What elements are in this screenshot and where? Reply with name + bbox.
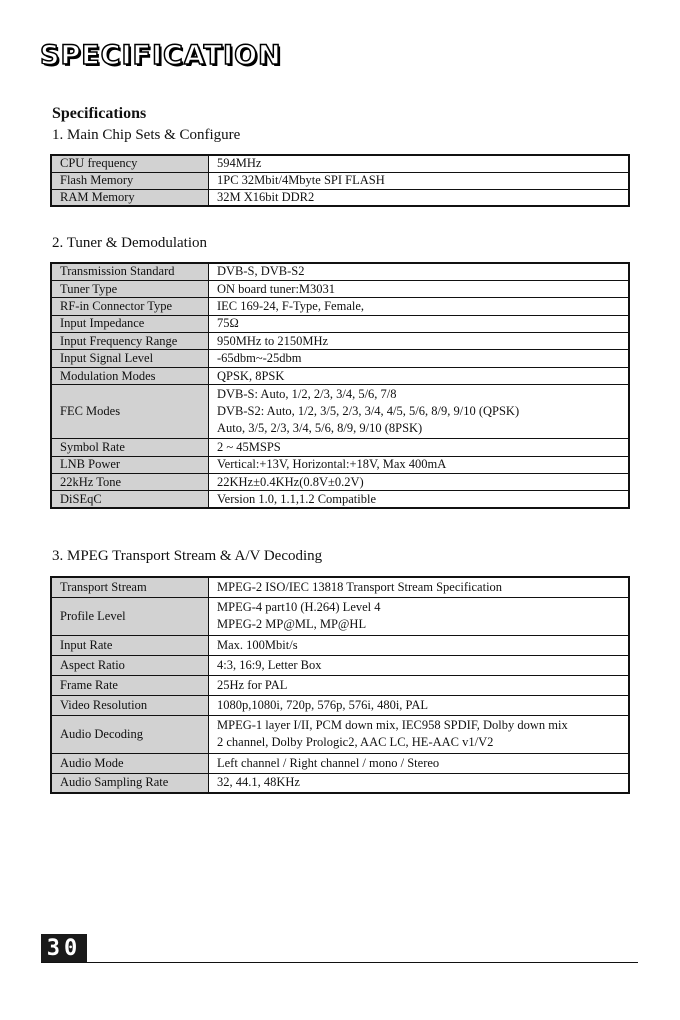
row-value-line: DVB-S: Auto, 1/2, 2/3, 3/4, 5/6, 7/8	[217, 387, 397, 402]
row-label: Modulation Modes	[51, 367, 209, 384]
table-row	[51, 263, 629, 280]
row-label: RAM Memory	[51, 189, 209, 206]
spec-table-tuner	[50, 262, 630, 509]
table-row	[51, 315, 629, 332]
row-value-line: Left channel / Right channel / mono / Stereo	[217, 755, 440, 770]
row-value	[209, 280, 630, 297]
row-value-line: MPEG-2 MP@ML, MP@HL	[217, 617, 367, 631]
table-row	[51, 655, 629, 675]
table-row	[51, 333, 629, 350]
row-label: Input Frequency Range	[51, 333, 209, 350]
row-label: Symbol Rate	[51, 439, 209, 456]
section-title-tuner: 2. Tuner & Demodulation	[52, 235, 208, 251]
row-value-line: 4:3, 16:9, Letter Box	[217, 657, 322, 672]
table-row	[51, 675, 629, 695]
row-value-line: QPSK, 8PSK	[217, 368, 285, 383]
spec-table-main-chip	[50, 154, 630, 207]
specifications-title: Specifications	[52, 105, 147, 122]
row-label: Frame Rate	[51, 675, 209, 695]
row-value-line: IEC 169-24, F-Type, Female,	[217, 298, 365, 313]
row-value	[209, 675, 630, 695]
row-value	[209, 695, 630, 715]
row-label: Input Signal Level	[51, 350, 209, 367]
row-value-line: 2 ~ 45MSPS	[217, 439, 281, 454]
row-value-line: DVB-S, DVB-S2	[217, 264, 305, 279]
table-row	[51, 189, 629, 206]
table-row	[51, 773, 629, 793]
row-value	[209, 367, 630, 384]
page-number: 30	[41, 934, 87, 962]
row-value	[209, 333, 630, 350]
table-row	[51, 753, 629, 773]
table-row	[51, 695, 629, 715]
row-value	[209, 655, 630, 675]
row-value-line: Max. 100Mbit/s	[217, 637, 298, 652]
row-value	[209, 172, 630, 189]
table-row	[51, 280, 629, 297]
row-value	[209, 456, 630, 473]
table-row	[51, 456, 629, 473]
row-label: Input Impedance	[51, 315, 209, 332]
row-value	[209, 474, 630, 491]
row-value	[209, 315, 630, 332]
row-label: FEC Modes	[51, 385, 209, 439]
row-value-line: 22KHz±0.4KHz(0.8V±0.2V)	[217, 474, 364, 489]
footer-rule	[41, 962, 638, 963]
row-value	[209, 773, 630, 793]
row-value	[209, 350, 630, 367]
row-label: Audio Sampling Rate	[51, 773, 209, 793]
row-label: Transport Stream	[51, 577, 209, 597]
row-value	[209, 439, 630, 456]
row-value	[209, 635, 630, 655]
row-value	[209, 491, 630, 508]
section-title-main-chip: 1. Main Chip Sets & Configure	[52, 127, 241, 143]
row-value-line: Auto, 3/5, 2/3, 3/4, 5/6, 8/9, 9/10 (8PSK)	[217, 421, 423, 436]
table-row	[51, 350, 629, 367]
row-value	[209, 189, 630, 206]
row-value	[209, 597, 630, 635]
row-value-line: 1080p,1080i, 720p, 576p, 576i, 480i, PAL	[217, 697, 429, 712]
row-label: Audio Decoding	[51, 715, 209, 753]
row-value-line: 32, 44.1, 48KHz	[217, 775, 300, 790]
table-row	[51, 635, 629, 655]
row-label: Audio Mode	[51, 753, 209, 773]
row-label: RF-in Connector Type	[51, 298, 209, 315]
row-value	[209, 298, 630, 315]
table-row	[51, 298, 629, 315]
row-value-line: Vertical:+13V, Horizontal:+18V, Max 400mA	[217, 457, 447, 472]
row-label: Profile Level	[51, 597, 209, 635]
row-value-line: MPEG-4 part10 (H.264) Level 4	[217, 600, 381, 614]
row-value-line: 594MHz	[217, 156, 262, 171]
table-row	[51, 367, 629, 384]
table-row	[51, 172, 629, 189]
table-row	[51, 155, 629, 172]
table-row	[51, 597, 629, 635]
section-title-mpeg: 3. MPEG Transport Stream & A/V Decoding	[52, 548, 323, 564]
row-label: LNB Power	[51, 456, 209, 473]
table-row	[51, 474, 629, 491]
table-row	[51, 577, 629, 597]
row-value-line: DVB-S2: Auto, 1/2, 3/5, 2/3, 3/4, 4/5, 5/6, 8/9, 9/10 (QPSK)	[217, 404, 520, 419]
row-value-line: 950MHz to 2150MHz	[217, 333, 329, 348]
row-value-line: -65dbm~-25dbm	[217, 351, 302, 366]
row-value	[209, 715, 630, 753]
row-label: CPU frequency	[51, 155, 209, 172]
row-value-line: 1PC 32Mbit/4Mbyte SPI FLASH	[217, 173, 385, 187]
row-value-line: 75Ω	[217, 316, 239, 331]
table-row	[51, 491, 629, 508]
page-heading: SPECIFICATION	[40, 40, 282, 71]
table-row	[51, 385, 629, 439]
row-label: Input Rate	[51, 635, 209, 655]
row-label: 22kHz Tone	[51, 474, 209, 491]
row-label: Flash Memory	[51, 172, 209, 189]
row-label: Aspect Ratio	[51, 655, 209, 675]
row-value-line: 25Hz for PAL	[217, 677, 288, 692]
spec-table-mpeg	[50, 576, 630, 794]
row-value	[209, 385, 630, 439]
row-value-line: ON board tuner:M3031	[217, 281, 336, 296]
row-label: Transmission Standard	[51, 263, 209, 280]
row-value-line: 2 channel, Dolby Prologic2, AAC LC, HE-AAC v1/V2	[217, 735, 494, 749]
table-row	[51, 439, 629, 456]
row-value-line: MPEG-2 ISO/IEC 13818 Transport Stream Specification	[217, 579, 503, 594]
row-value	[209, 263, 630, 280]
row-value	[209, 155, 630, 172]
row-value	[209, 753, 630, 773]
row-label: DiSEqC	[51, 491, 209, 508]
row-value	[209, 577, 630, 597]
table-row	[51, 715, 629, 753]
row-value-line: MPEG-1 layer I/II, PCM down mix, IEC958 SPDIF, Dolby down mix	[217, 718, 568, 732]
row-label: Tuner Type	[51, 280, 209, 297]
row-label: Video Resolution	[51, 695, 209, 715]
row-value-line: 32M X16bit DDR2	[217, 189, 315, 204]
row-value-line: Version 1.0, 1.1,1.2 Compatible	[217, 491, 377, 506]
